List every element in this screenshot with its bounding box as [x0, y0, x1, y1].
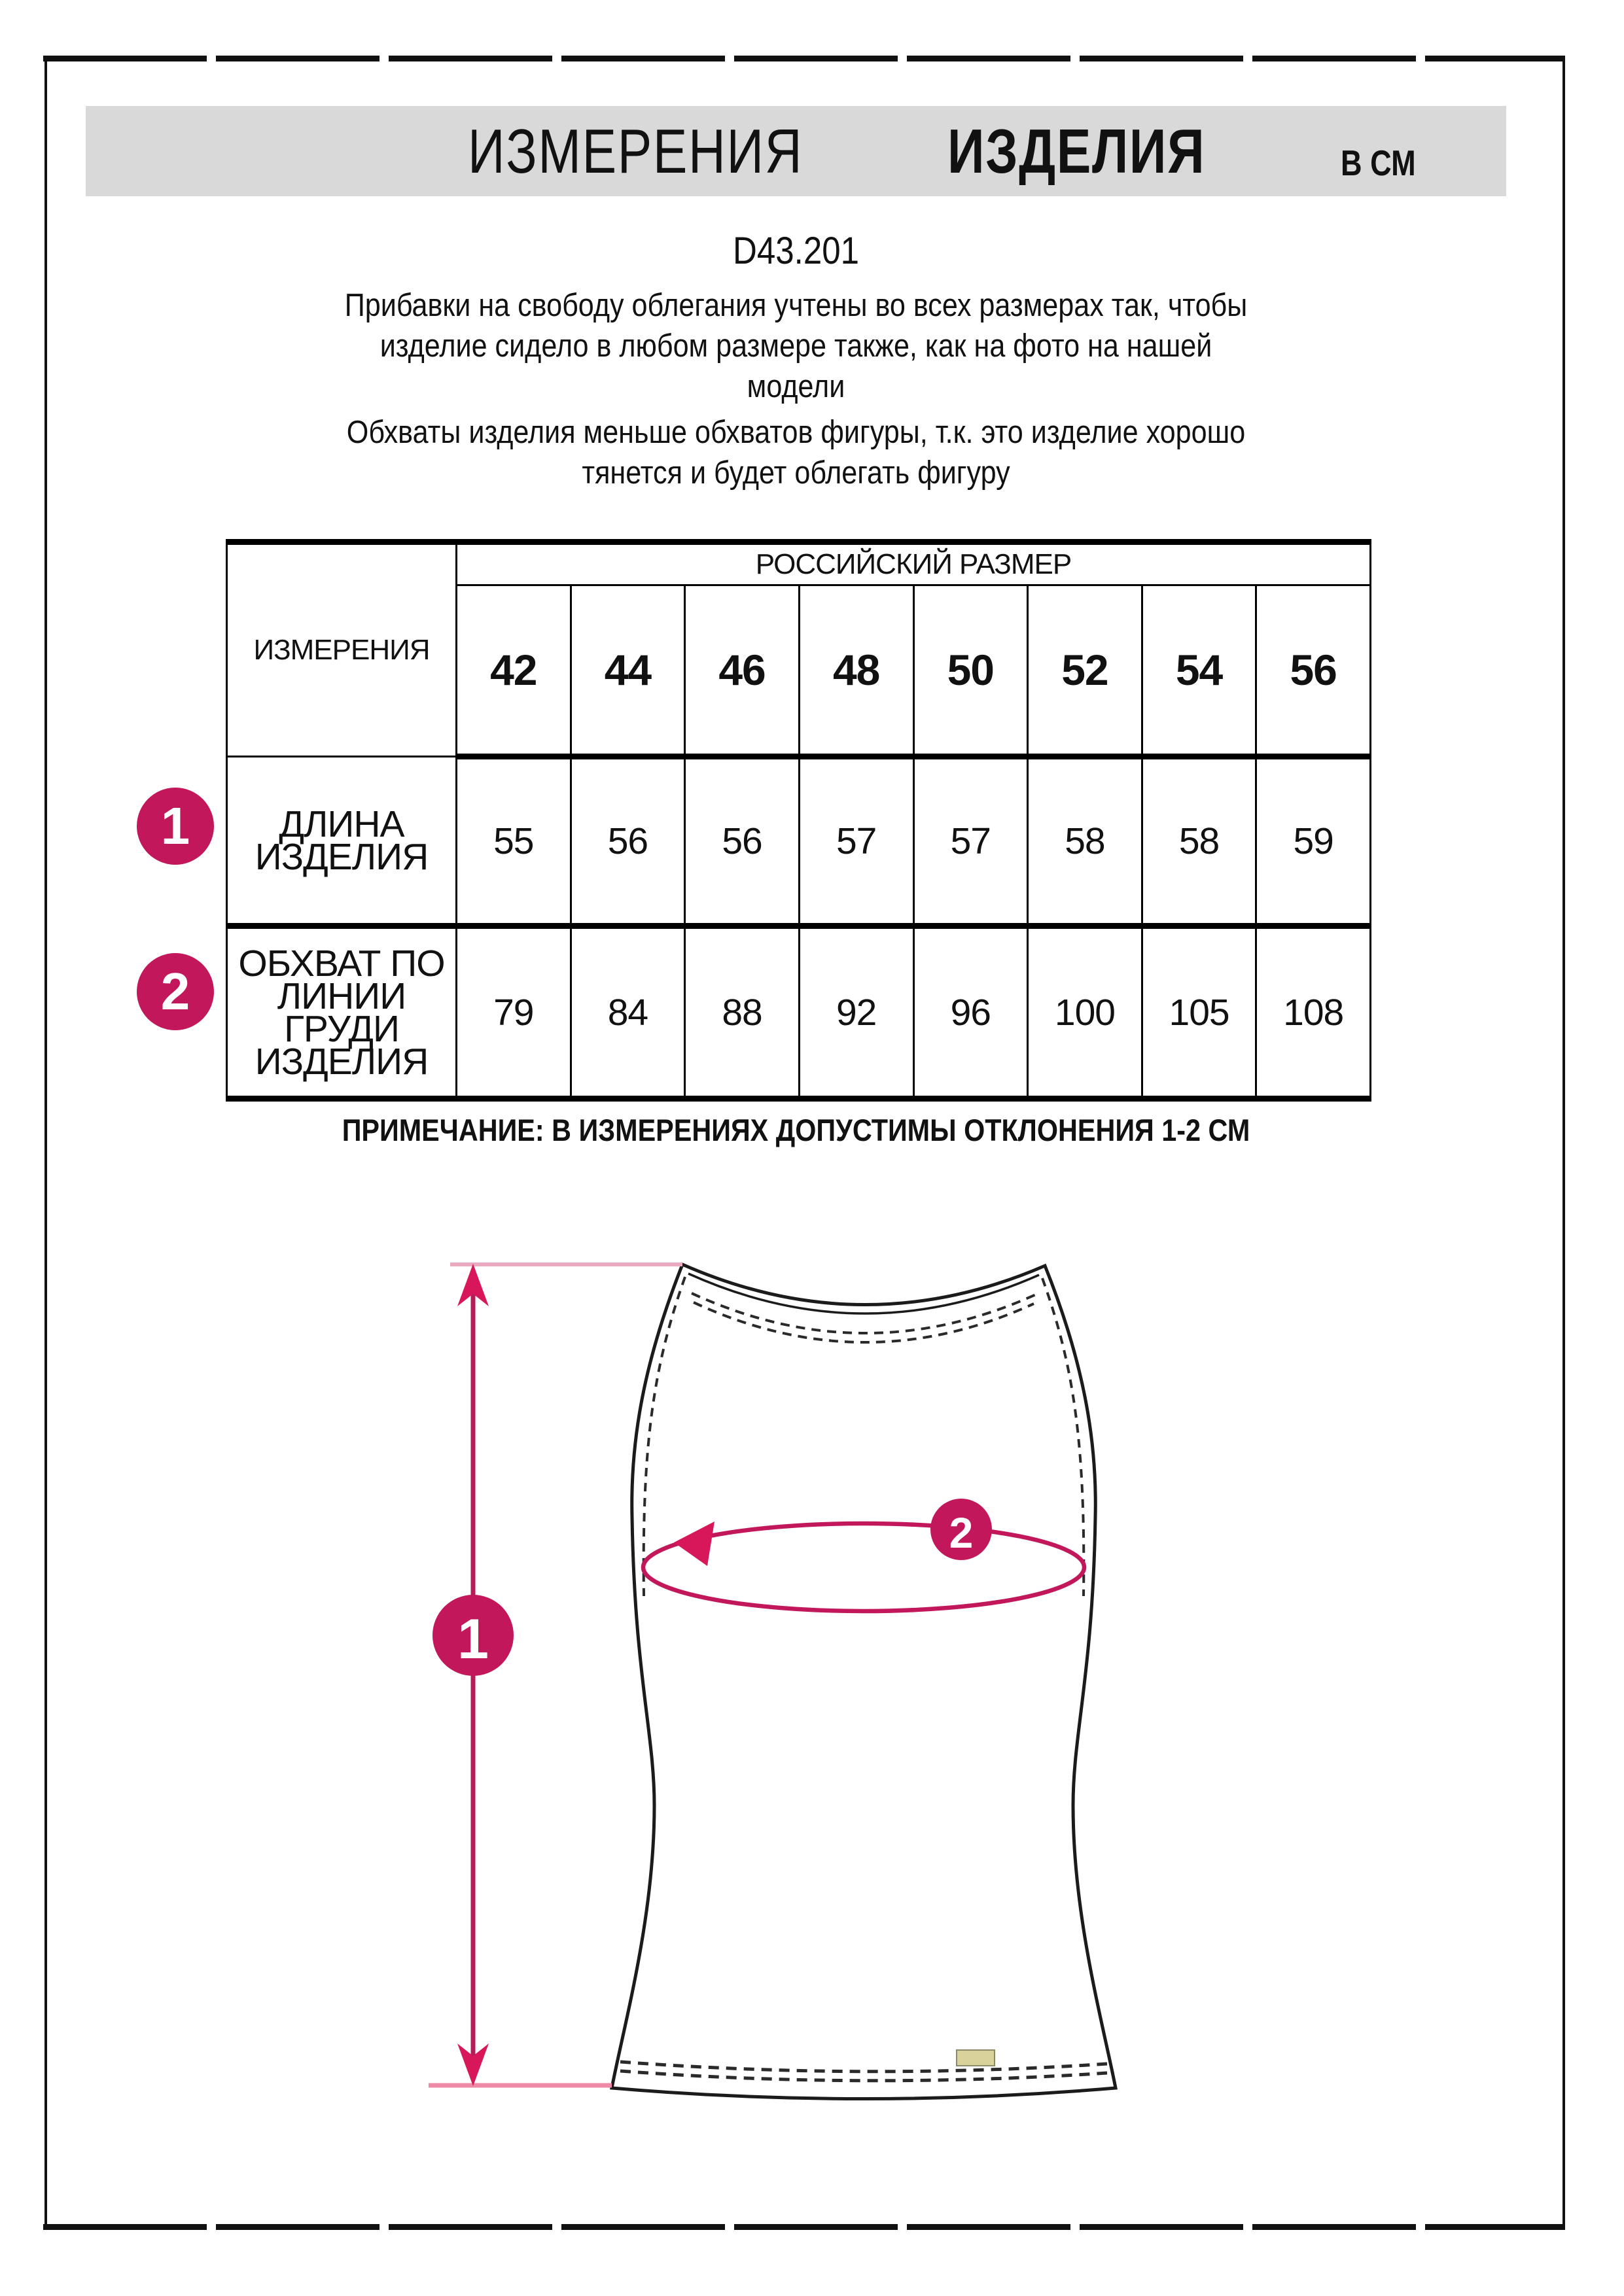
title-band: [86, 106, 1506, 196]
table-cell: 58: [1028, 757, 1142, 926]
intro-paragraph-1-line-1: Прибавки на свободу облегания учтены во всех размерах так, чтобы: [344, 288, 1248, 323]
page-title-word-izmereniya: ИЗМЕРЕНИЯ: [468, 116, 803, 186]
size-table-group-header: РОССИЙСКИЙ РАЗМЕР: [457, 542, 1371, 585]
table-cell: 92: [799, 926, 913, 1099]
article-code: D43.201: [733, 230, 859, 272]
row-label-length: [227, 757, 457, 926]
table-cell: 84: [571, 926, 685, 1099]
table-row-chest: [227, 926, 1371, 1099]
row-label-chest: [227, 926, 457, 1099]
size-table-corner-label: ИЗМЕРЕНИЯ: [227, 542, 457, 757]
size-table: [226, 539, 1371, 1102]
table-cell: 88: [685, 926, 800, 1099]
intro-paragraph-2-line-2: тянется и будет облегать фигуру: [582, 455, 1010, 491]
row-label-chest-line-1: ОБХВАТ ПО: [238, 942, 445, 984]
intro-paragraph-2: [171, 412, 1421, 493]
row-label-length-line-1: ДЛИНА: [279, 803, 404, 845]
table-cell: 57: [913, 757, 1028, 926]
size-table-group-header-row: [227, 542, 1371, 585]
tolerance-note: ПРИМЕЧАНИЕ: В ИЗМЕРЕНИЯХ ДОПУСТИМЫ ОТКЛОНЕНИЯ 1-2 СМ: [342, 1113, 1250, 1147]
page-title-word-izdeliya: ИЗДЕЛИЯ: [947, 116, 1206, 186]
size-header-cell: 50: [913, 585, 1028, 757]
table-cell: 100: [1028, 926, 1142, 1099]
size-header-cell: 46: [685, 585, 800, 757]
table-row-length: [227, 757, 1371, 926]
size-header-cell: 52: [1028, 585, 1142, 757]
chest-marker-number: 2: [949, 1508, 974, 1557]
row-label-chest-line-2: ЛИНИИ ГРУДИ: [277, 975, 406, 1050]
table-cell: 59: [1256, 757, 1371, 926]
table-cell: 57: [799, 757, 913, 926]
row-label-chest-line-3: ИЗДЕЛИЯ: [255, 1040, 429, 1083]
size-header-cell: 44: [571, 585, 685, 757]
garment-outline: [612, 1264, 1116, 2099]
table-cell: 56: [571, 757, 685, 926]
intro-paragraph-1-line-3: модели: [747, 369, 845, 404]
row-label-length-line-2: ИЗДЕЛИЯ: [255, 835, 429, 878]
table-cell: 56: [685, 757, 800, 926]
size-header-cell: 54: [1142, 585, 1256, 757]
intro-paragraph-1-line-2: изделие сидело в любом размере также, как на фото на нашей: [380, 328, 1212, 364]
page-border-left: [44, 56, 47, 2230]
page-border-bottom: [43, 2224, 1565, 2230]
intro-paragraph-1: [171, 285, 1421, 407]
measure-1-badge: 1: [137, 788, 214, 865]
page-border-right: [1562, 56, 1565, 2230]
table-cell: 108: [1256, 926, 1371, 1099]
size-header-cell: 42: [457, 585, 571, 757]
table-cell: 55: [457, 757, 571, 926]
intro-paragraph-2-line-1: Обхваты изделия меньше обхватов фигуры, т.к. это изделие хорошо: [346, 415, 1246, 450]
page-title-unit: В СМ: [1341, 143, 1416, 183]
size-header-cell: 56: [1256, 585, 1371, 757]
hem-tag: [957, 2050, 995, 2066]
measure-2-badge: 2: [137, 953, 214, 1030]
table-cell: 96: [913, 926, 1028, 1099]
table-cell: 58: [1142, 757, 1256, 926]
length-marker-number: 1: [457, 1608, 489, 1671]
size-header-cell: 48: [799, 585, 913, 757]
table-cell: 105: [1142, 926, 1256, 1099]
page-border-top: [43, 56, 1565, 61]
table-cell: 79: [457, 926, 571, 1099]
garment-diagram: [393, 1243, 1243, 2159]
